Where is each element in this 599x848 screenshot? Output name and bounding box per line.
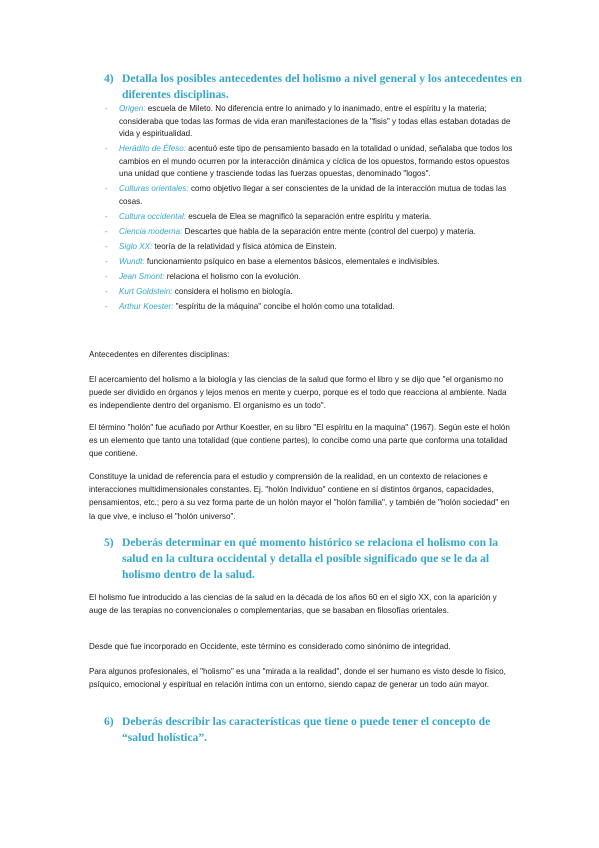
bullet-item — [105, 301, 515, 314]
bullet-item — [105, 183, 515, 208]
bullet-term: Wundt: — [119, 256, 145, 266]
bullet-item — [105, 211, 515, 224]
paragraph-integrity: Desde que fue incorporado en Occidente, este término es considerado como sinónimo de integridad. — [89, 642, 451, 651]
bullet-term: Ciencia moderna: — [119, 226, 183, 236]
bullet-text: como objetivo llegar a ser conscientes de la unidad de la interacción mutua de todas las cosas. — [119, 184, 507, 206]
paragraph-health-introduction: El holismo fue introducido a las ciencias de la salud en la década de los años 60 en el siglo XX, con la aparición y auge de las terapias no convencionales o complementarias, que se basaban en filosofías orientales. — [89, 593, 497, 616]
bullet-text: escuela de Elea se magnificó la separación entre espíritu y materia. — [186, 211, 432, 221]
bullet-text: considera el holismo en biología. — [172, 286, 293, 296]
bullet-dash: - — [105, 144, 108, 154]
bullet-text: "espíritu de la máquina" concibe el holón como una totalidad. — [173, 301, 395, 311]
section-6-heading-text: Deberás describir las características que tiene o puede tener el concepto de “salud holística”. — [122, 715, 491, 744]
section-5-number: 5) — [104, 536, 114, 549]
paragraph-unit-reference: Constituye la unidad de referencia para el estudio y comprensión de la realidad, en un contexto de relaciones e interacciones multidimensionales constantes. Ej. "holón Individuo" contiene en sí distintos órganos, capacidades, pensamientos, etc.; pero a su vez forma parte de un holón mayor el "holón familia", y también de "holón sociedad" en la que vive, e incluso el "holón universo". — [89, 472, 510, 521]
bullet-item — [105, 256, 515, 269]
bullet-term: Jean Smont: — [119, 271, 165, 281]
bullet-dash: - — [105, 184, 108, 194]
paragraph-antecedents-intro: Antecedentes en diferentes disciplinas: — [89, 350, 230, 359]
bullet-term: Herádito de Éfeso: — [119, 144, 187, 154]
bullet-text: Descartes que habla de la separación entre mente (control del cuerpo) y materia. — [182, 226, 476, 236]
paragraph-holon-term: El término "holón" fue acuñado por Arthur Koestler, en su libro "El espíritu en la maquina" (1967). Según este el holón es un elemento que tanto una totalidad (que contiene partes), lo concibe como una parte que conforma una totalidad que contiene. — [89, 423, 510, 459]
bullet-term: Kurt Goldstein: — [119, 286, 173, 296]
bullet-term: Culturas orientales: — [119, 184, 189, 194]
bullet-item — [105, 226, 515, 239]
bullet-item — [105, 241, 515, 254]
paragraph-biology: El acercamiento del holismo a la biología y las ciencias de la salud que formo el libro y se dijo que "el organismo no puede ser dividido en órganos y lejos menos en mente y cuerpo, porque es el todo que reacciona al ambiente. Nada es independiente dentro del organismo. El organismo es un todo". — [89, 375, 507, 411]
bullet-dash: - — [105, 241, 108, 251]
bullet-item — [105, 103, 515, 141]
bullet-dash: - — [105, 104, 108, 113]
bullet-dash: - — [105, 271, 108, 281]
section-6-heading — [104, 714, 524, 746]
bullet-term: Arthur Koester: — [119, 301, 174, 311]
bullet-dash: - — [105, 301, 108, 311]
bullet-text: escuela de Mileto. No diferencia entre lo animado y lo inanimado, entre el espíritu y la materia; consideraba que todas las formas de vida eran manifestaciones de la "fisis" y todas ellas estaban dotadas de vida y espiritualidad. — [119, 104, 511, 139]
paragraph-view-of-reality: Para algunos profesionales, el "holismo" es una "mirada a la realidad", donde el ser humano es visto desde lo físico, psíquico, emocional y espiritual en relación íntima con un entorno, siendo capaz de generar un todo aún mayor. — [89, 667, 506, 690]
bullet-text: funcionamiento psíquico en base a elementos básicos, elementales e indivisibles. — [144, 256, 440, 266]
section-4-number: 4) — [104, 72, 114, 85]
bullet-item — [105, 286, 515, 299]
bullet-item — [105, 143, 515, 181]
section-5-heading-text: Deberás determinar en qué momento histórico se relaciona el holismo con la salud en la cultura occidental y detalla el posible significado que se le da al holismo dentro de la salud. — [122, 536, 498, 581]
bullet-text: relaciona el holismo con la evolución. — [164, 271, 301, 281]
section-4-heading-text: Detalla los posibles antecedentes del holismo a nivel general y los antecedentes en diferentes disciplinas. — [122, 72, 522, 101]
bullet-term: Cultura occidental: — [119, 211, 187, 221]
section-4-bullet-list — [105, 103, 515, 316]
bullet-term: Siglo XX: — [119, 241, 153, 251]
bullet-text: acentuó este tipo de pensamiento basado en la totalidad o unidad, señalaba que todos los cambios en el mundo ocurren por la interacción dinámica y cíclica de los opuestos, formando estos opuestos una unidad que contiene y trasciende todas las fuerzas opuestas, denominado "logos". — [119, 144, 513, 179]
bullet-dash: - — [105, 256, 108, 266]
section-5-heading — [104, 535, 524, 583]
bullet-item — [105, 271, 515, 284]
section-4-heading — [104, 71, 524, 103]
bullet-dash: - — [105, 211, 108, 221]
bullet-text: teoría de la relatividad y física atómica de Einstein. — [152, 241, 337, 251]
bullet-term: Origen: — [119, 104, 146, 113]
section-6-number: 6) — [104, 715, 114, 728]
bullet-dash: - — [105, 286, 108, 296]
bullet-dash: - — [105, 226, 108, 236]
